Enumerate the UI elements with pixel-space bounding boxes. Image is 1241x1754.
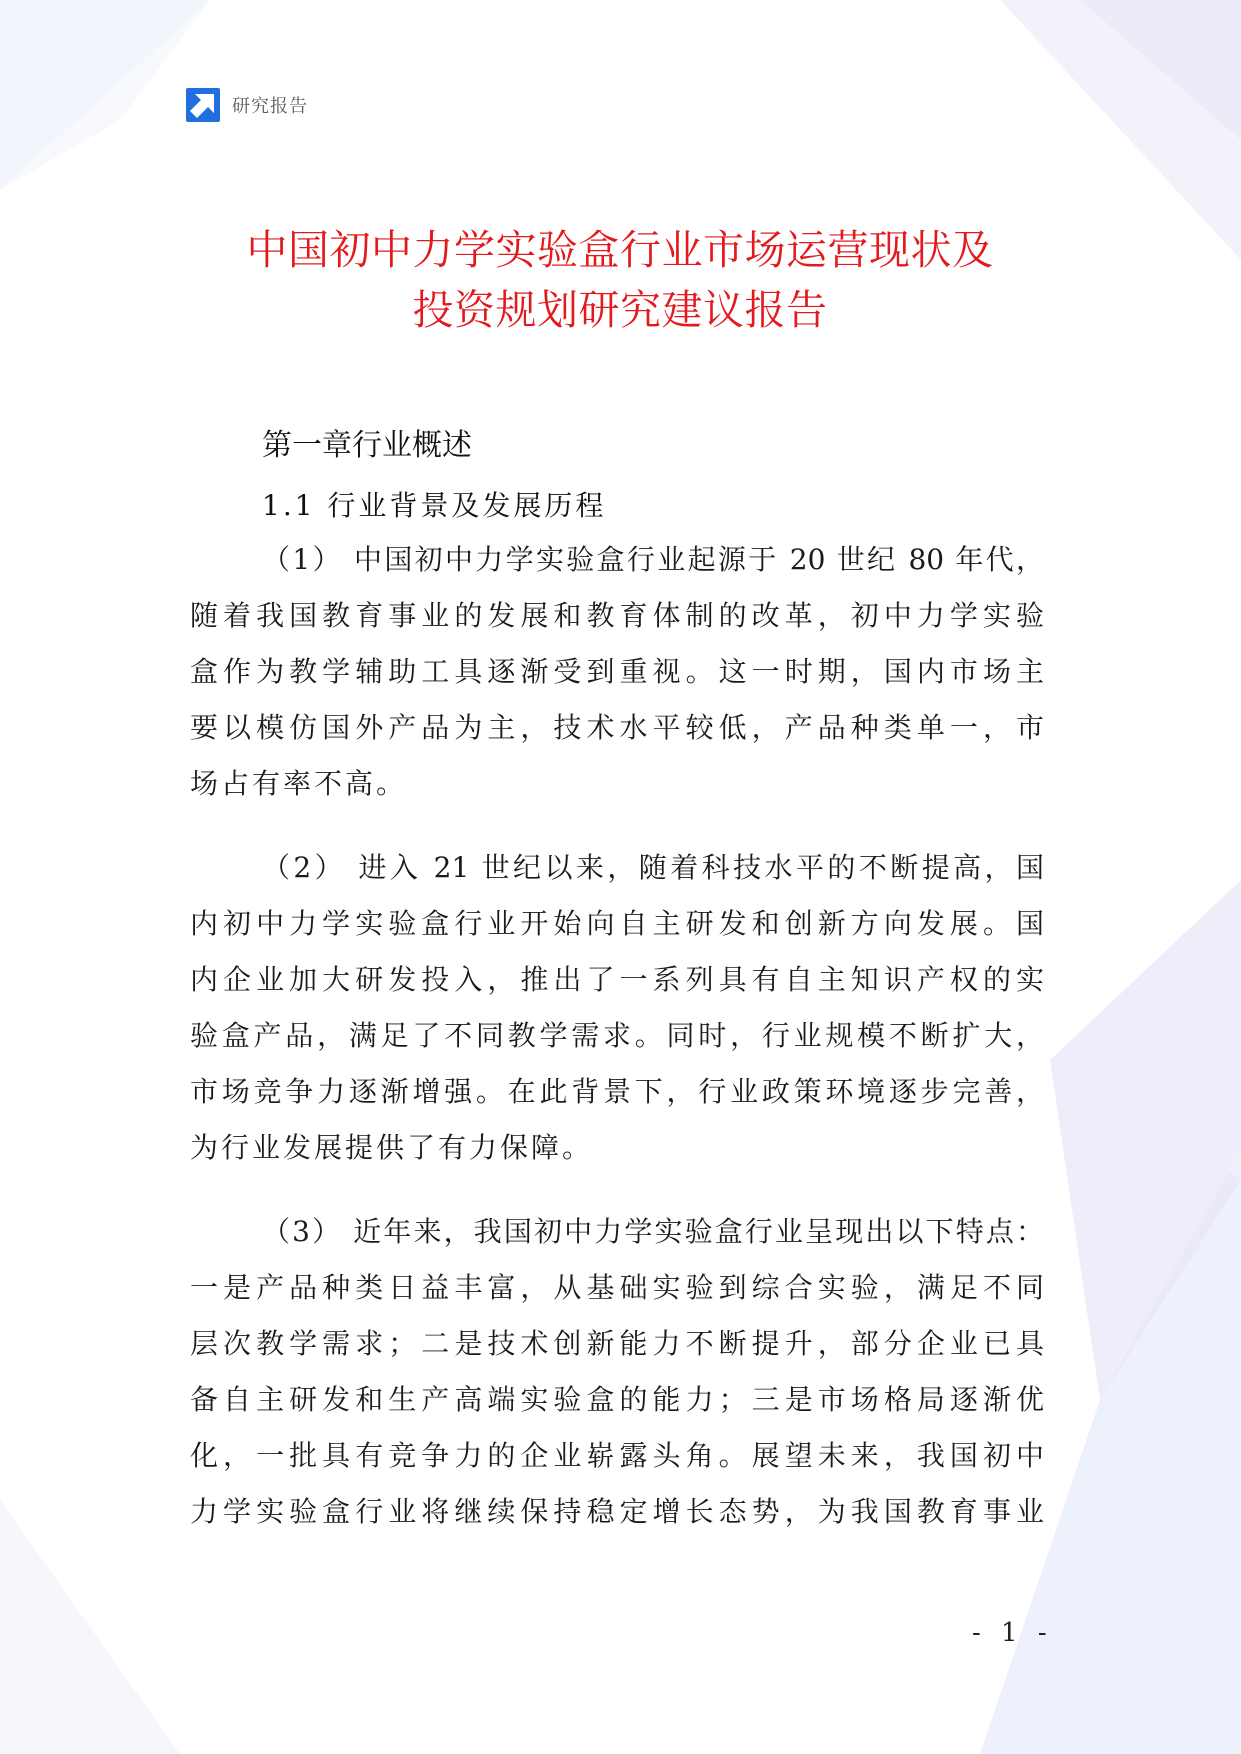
paragraph-2-line-6: 为行业发展提供了有力保障。 — [190, 1131, 594, 1164]
arrow-up-right-icon — [186, 88, 220, 122]
paragraph-1-line-4: 要以模仿国外产品为主，技术水平较低，产品种类单一，市 — [190, 711, 1044, 744]
paragraph-1-line-1: （1） 中国初中力学实验盒行业起源于 20 世纪 80 年代， — [262, 543, 1044, 576]
paragraph-3-line-3: 层次教学需求；二是技术创新能力不断提升，部分企业已具 — [190, 1327, 1044, 1360]
paragraph-1-line-5: 场占有率不高。 — [190, 767, 408, 800]
paragraph-1-line-2: 随着我国教育事业的发展和教育体制的改革，初中力学实验 — [190, 599, 1044, 632]
paragraph-3-line-5: 化，一批具有竞争力的企业崭露头角。展望未来，我国初中 — [190, 1439, 1044, 1472]
paragraph-3-line-2: 一是产品种类日益丰富，从基础实验到综合实验，满足不同 — [190, 1271, 1044, 1304]
paragraph-3-line-4: 备自主研发和生产高端实验盒的能力；三是市场格局逐渐优 — [190, 1383, 1044, 1416]
report-title-line-2: 投资规划研究建议报告 — [412, 286, 828, 334]
header-label: 研究报告 — [232, 96, 308, 117]
paragraph-2-line-4: 验盒产品，满足了不同教学需求。同时，行业规模不断扩大， — [190, 1019, 1044, 1052]
section-heading: 1.1 行业背景及发展历程 — [262, 489, 607, 522]
report-title-line-1: 中国初中力学实验盒行业市场运营现状及 — [246, 226, 994, 274]
paragraph-2-line-2: 内初中力学实验盒行业开始向自主研发和创新方向发展。国 — [190, 907, 1044, 940]
paragraph-3-line-6: 力学实验盒行业将继续保持稳定增长态势，为我国教育事业 — [190, 1495, 1044, 1528]
page-number: - 1 - — [972, 1618, 1053, 1648]
paragraph-2-line-5: 市场竞争力逐渐增强。在此背景下，行业政策环境逐步完善， — [190, 1075, 1044, 1108]
paragraph-3-line-1: （3） 近年来，我国初中力学实验盒行业呈现出以下特点： — [262, 1215, 1044, 1248]
chapter-heading: 第一章行业概述 — [262, 428, 472, 463]
report-header — [186, 88, 308, 122]
paragraph-1-line-3: 盒作为教学辅助工具逐渐受到重视。这一时期，国内市场主 — [190, 655, 1044, 688]
paragraph-2-line-3: 内企业加大研发投入，推出了一系列具有自主知识产权的实 — [190, 963, 1044, 996]
paragraph-2-line-1: （2） 进入 21 世纪以来，随着科技水平的不断提高，国 — [262, 851, 1044, 884]
